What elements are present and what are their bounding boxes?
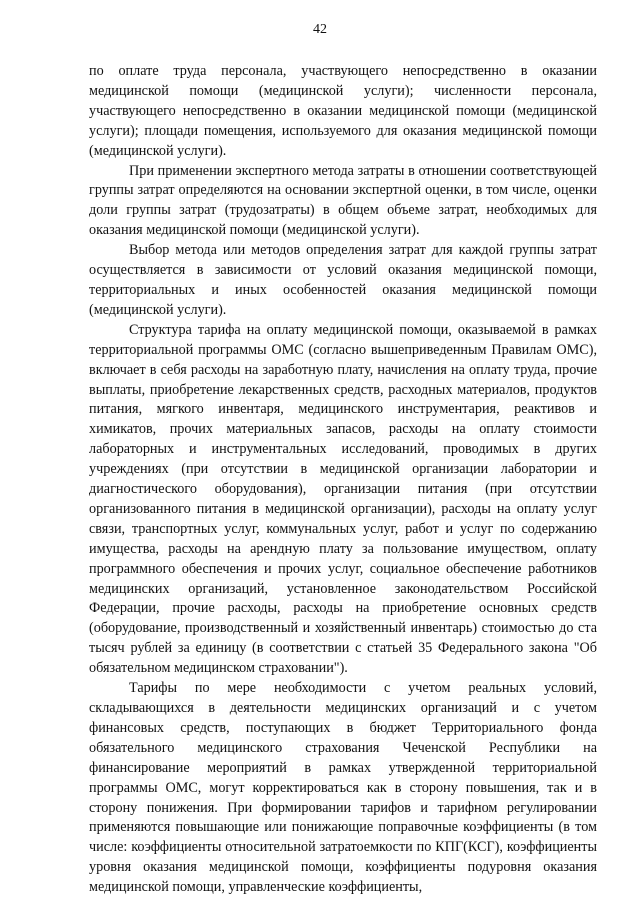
paragraph-tariff-structure: Структура тарифа на оплату медицинской помощи, оказываемой в рамках территориальной программы ОМС (согласно вышеприведенным Правилам ОМС), включает в себя расходы на заработную плату, начисления на оплату труда, прочие выплаты, приобретение лекарственных средств, расходных материалов, продуктов питания, мягкого инвентаря, медицинского инструментария, реактивов и химикатов, прочих материальных запасов, расходы на оплату стоимости лабораторных и инструментальных исследований, проводимых в других учреждениях (при отсутствии в медицинской организации лаборатории и диагностического оборудования), организации питания (при отсутствии организованного питания в медицинской организации), расходы на оплату услуг связи, транспортных услуг, коммунальных услуг, работ и услуг по содержанию имущества, расходы на арендную плату за пользование имуществом, оплату программного обеспечения и прочих услуг, социальное обеспечение работников медицинских организаций, установленное законодательством Российской Федерации, прочие расходы, расходы на приобретение основных средств (оборудование, производственный и хозяйственный инвентарь) стоимостью до ста тысяч рублей за единицу (в соответствии с статьей 35 Федерального закона "Об обязательном медицинском страховании"). xyxy=(89,321,597,677)
paragraph-tariff-adjustment: Тарифы по мере необходимости с учетом реальных условий, складывающихся в деятельности медицинских организаций и с учетом финансовых средств, поступающих в бюджет Территориального фонда обязательного медицинского страхования Чеченской Республики на финансирование мероприятий в рамках утвержденной территориальной программы ОМС, могут корректироваться как в сторону повышения, так и в сторону понижения. При формировании тарифов и тарифном регулировании применяются повышающие или понижающие поправочные коэффициенты (в том числе: коэффициенты относительной затратоемкости по КПГ(КСГ), коэффициенты уровня оказания медицинской помощи, коэффициенты подуровня оказания медицинской помощи, управленческие коэффициенты, xyxy=(89,680,597,896)
paragraph-expert-method: При применении экспертного метода затраты в отношении соответствующей группы затрат определяются на основании экспертной оценки, в том числе, оценки доли группы затрат (трудозатраты) в общем объеме затрат, необходимых для оказания медицинской помощи (медицинской услуги). xyxy=(89,162,597,239)
paragraph-method-selection: Выбор метода или методов определения затрат для каждой группы затрат осуществляется в зависимости от условий оказания медицинской помощи, территориальных и иных особенностей оказания медицинской помощи (медицинской услуги). xyxy=(89,242,597,318)
paragraph-continuation: по оплате труда персонала, участвующего непосредственно в оказании медицинской помощи (медицинской услуги); численности персонала, участвующего непосредственно в оказании медицинской помощи (медицинской услуги); площади помещения, используемого для оказания медицинской помощи (медицинской услуги). xyxy=(89,63,597,159)
page-number: 42 xyxy=(313,22,327,37)
document-body xyxy=(89,62,597,898)
